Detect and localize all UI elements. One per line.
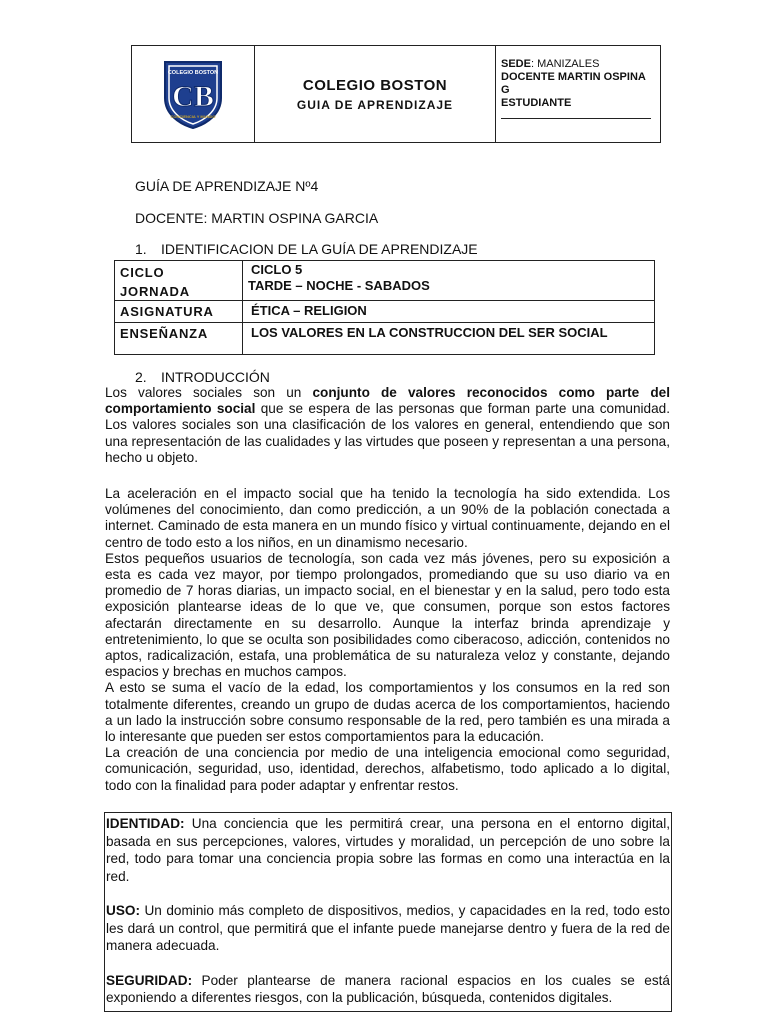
sede-value: : MANIZALES [530,58,600,70]
document-header [131,45,661,143]
concept-term: USO: [106,903,140,918]
docente-heading: DOCENTE: MARTIN OSPINA GARCIA [135,210,379,226]
section-1-title: IDENTIFICACION DE LA GUÍA DE APRENDIZAJE [161,241,478,257]
paragraph-conscience: La creación de una conciencia por medio de una inteligencia emocional como seguridad, comunicación, seguridad, uso, identidad, derechos, alfabetismo, todo aplicado a lo digital, todo con la finalidad para poder adaptar y enfrentar restos. [105,745,670,793]
concept-term: IDENTIDAD: [106,816,185,831]
logo-top-text: COLEGIO BOSTON [167,70,219,76]
concept-text: Poder plantearse de manera racional espacios en los cuales se está exponiendo a diferentes riesgos, con la publicación, búsqueda, contenidos digitales. [106,972,670,1005]
concept-identidad [106,815,670,885]
table-row-ciclo [115,261,654,301]
title-cell [255,46,496,142]
school-logo [157,58,229,130]
table-value-cell [243,261,654,300]
ensenanza-label: ENSEÑANZA [115,323,243,354]
concept-uso [106,902,670,955]
guide-title: GUÍA DE APRENDIZAJE Nº4 [135,178,319,194]
intro-paragraph [105,385,670,466]
logo-initials: CB [172,80,214,113]
concepts-box [104,812,672,1012]
paragraph-age-gap: A esto se suma el vacío de la edad, los comportamientos y los consumos en la red son totalmente diferentes, creando un grupo de dudas acerca de los comportamientos, haciendo a un lado la instrucción sobre consumo responsable de la red, pero también es una mirada a lo interesante que pueden ser estos comportamientos para la educación. [105,680,670,745]
concept-seguridad [106,972,670,1007]
paragraph-technology: La aceleración en el impacto social que ha tenido la tecnología ha sido extendida. Los volúmenes del conocimiento, dan como predicción, a un 90% de la población conectada a internet. Caminado de esta manera en un mundo físico y virtual continuamente, dejando en el centro de todo esto a los niños, en un dinamismo necesario. [105,486,670,550]
table-label-cell [115,261,243,300]
concept-term: SEGURIDAD: [106,972,193,988]
paragraph-users: Estos pequeños usuarios de tecnología, son cada vez más jóvenes, pero su exposición a esta es cada vez mayor, por tiempo prolongados, promediando que su uso diario va en promedio de 7 horas diarias, un impacto social, en el bienestar y en la salud, pero todo esta exposición plantearse ideas de lo que ve, que consumen, porque son estos factores afectarán directamente en su desarrollo. Aunque la interfaz brinda aprendizaje y entretenimiento, lo que se oculta son posibilidades como ciberacoso, adicción, contenidos no aptos, radicalización, estafa, una problemática de su naturaleza veloz y constante, dejando espacios y brechas en muchos campos. [105,550,670,680]
docente-line: DOCENTE MARTIN OSPINA [501,71,646,83]
estudiante-label: ESTUDIANTE [501,97,572,109]
section-1-number: 1. [135,241,147,257]
section-2-heading [135,369,270,385]
asignatura-label: ASIGNATURA [115,301,243,322]
ciclo-value: CICLO 5 [251,262,303,277]
logo-bottom-text: CONCIENCIA Y MUNDO [170,114,216,119]
logo-cell [132,46,255,142]
identification-table [114,260,655,355]
table-row-asignatura [115,301,654,323]
asignatura-value: ÉTICA – RELIGION [251,303,367,318]
intro-lead: Los valores sociales son un [105,385,313,400]
estudiante-blank-line [501,118,651,119]
ensenanza-value: LOS VALORES EN LA CONSTRUCCION DEL SER SOCIAL [251,325,608,340]
sede-line [501,58,660,71]
intro-bold: conjunto de valores reconocidos como parte del comportamiento social [105,385,671,417]
section-2-title: INTRODUCCIÓN [161,369,270,385]
sede-label: SEDE [501,58,531,70]
intro-rest: que se espera de las personas que forman parte una comunidad. Los valores sociales son una clasificación de los valores en general, entendiendo que son una representación de las cualidades y las virtudes que poseen y representan a una persona, hecho u objeto. [105,401,671,465]
section-2-number: 2. [135,369,147,385]
document-type: GUIA DE APRENDIZAJE [296,97,454,112]
docente-line-2: G [501,84,510,96]
concept-text: Un dominio más completo de dispositivos, medios, y capacidades en la red, todo esto les dará un control, que permitirá que el infante puede manejarse dentro y fuera de la red de manera adecuada. [106,903,670,953]
body-paragraphs [105,486,670,794]
ciclo-label: CICLO [120,265,165,280]
jornada-label: JORNADA [120,284,190,299]
info-cell [496,46,660,142]
section-1-heading [135,241,478,257]
table-row-ensenanza [115,323,654,354]
jornada-value: TARDE – NOCHE - SABADOS [248,278,430,293]
concept-text: Una conciencia que les permitirá crear, una persona en el entorno digital, basada en sus percepciones, valores, virtudes y moralidad, un percepción de uno sobre la red, todo para tomar una conciencia propia sobre las formas en como una interactúa en la red. [106,816,670,884]
school-name: COLEGIO BOSTON [302,76,448,94]
